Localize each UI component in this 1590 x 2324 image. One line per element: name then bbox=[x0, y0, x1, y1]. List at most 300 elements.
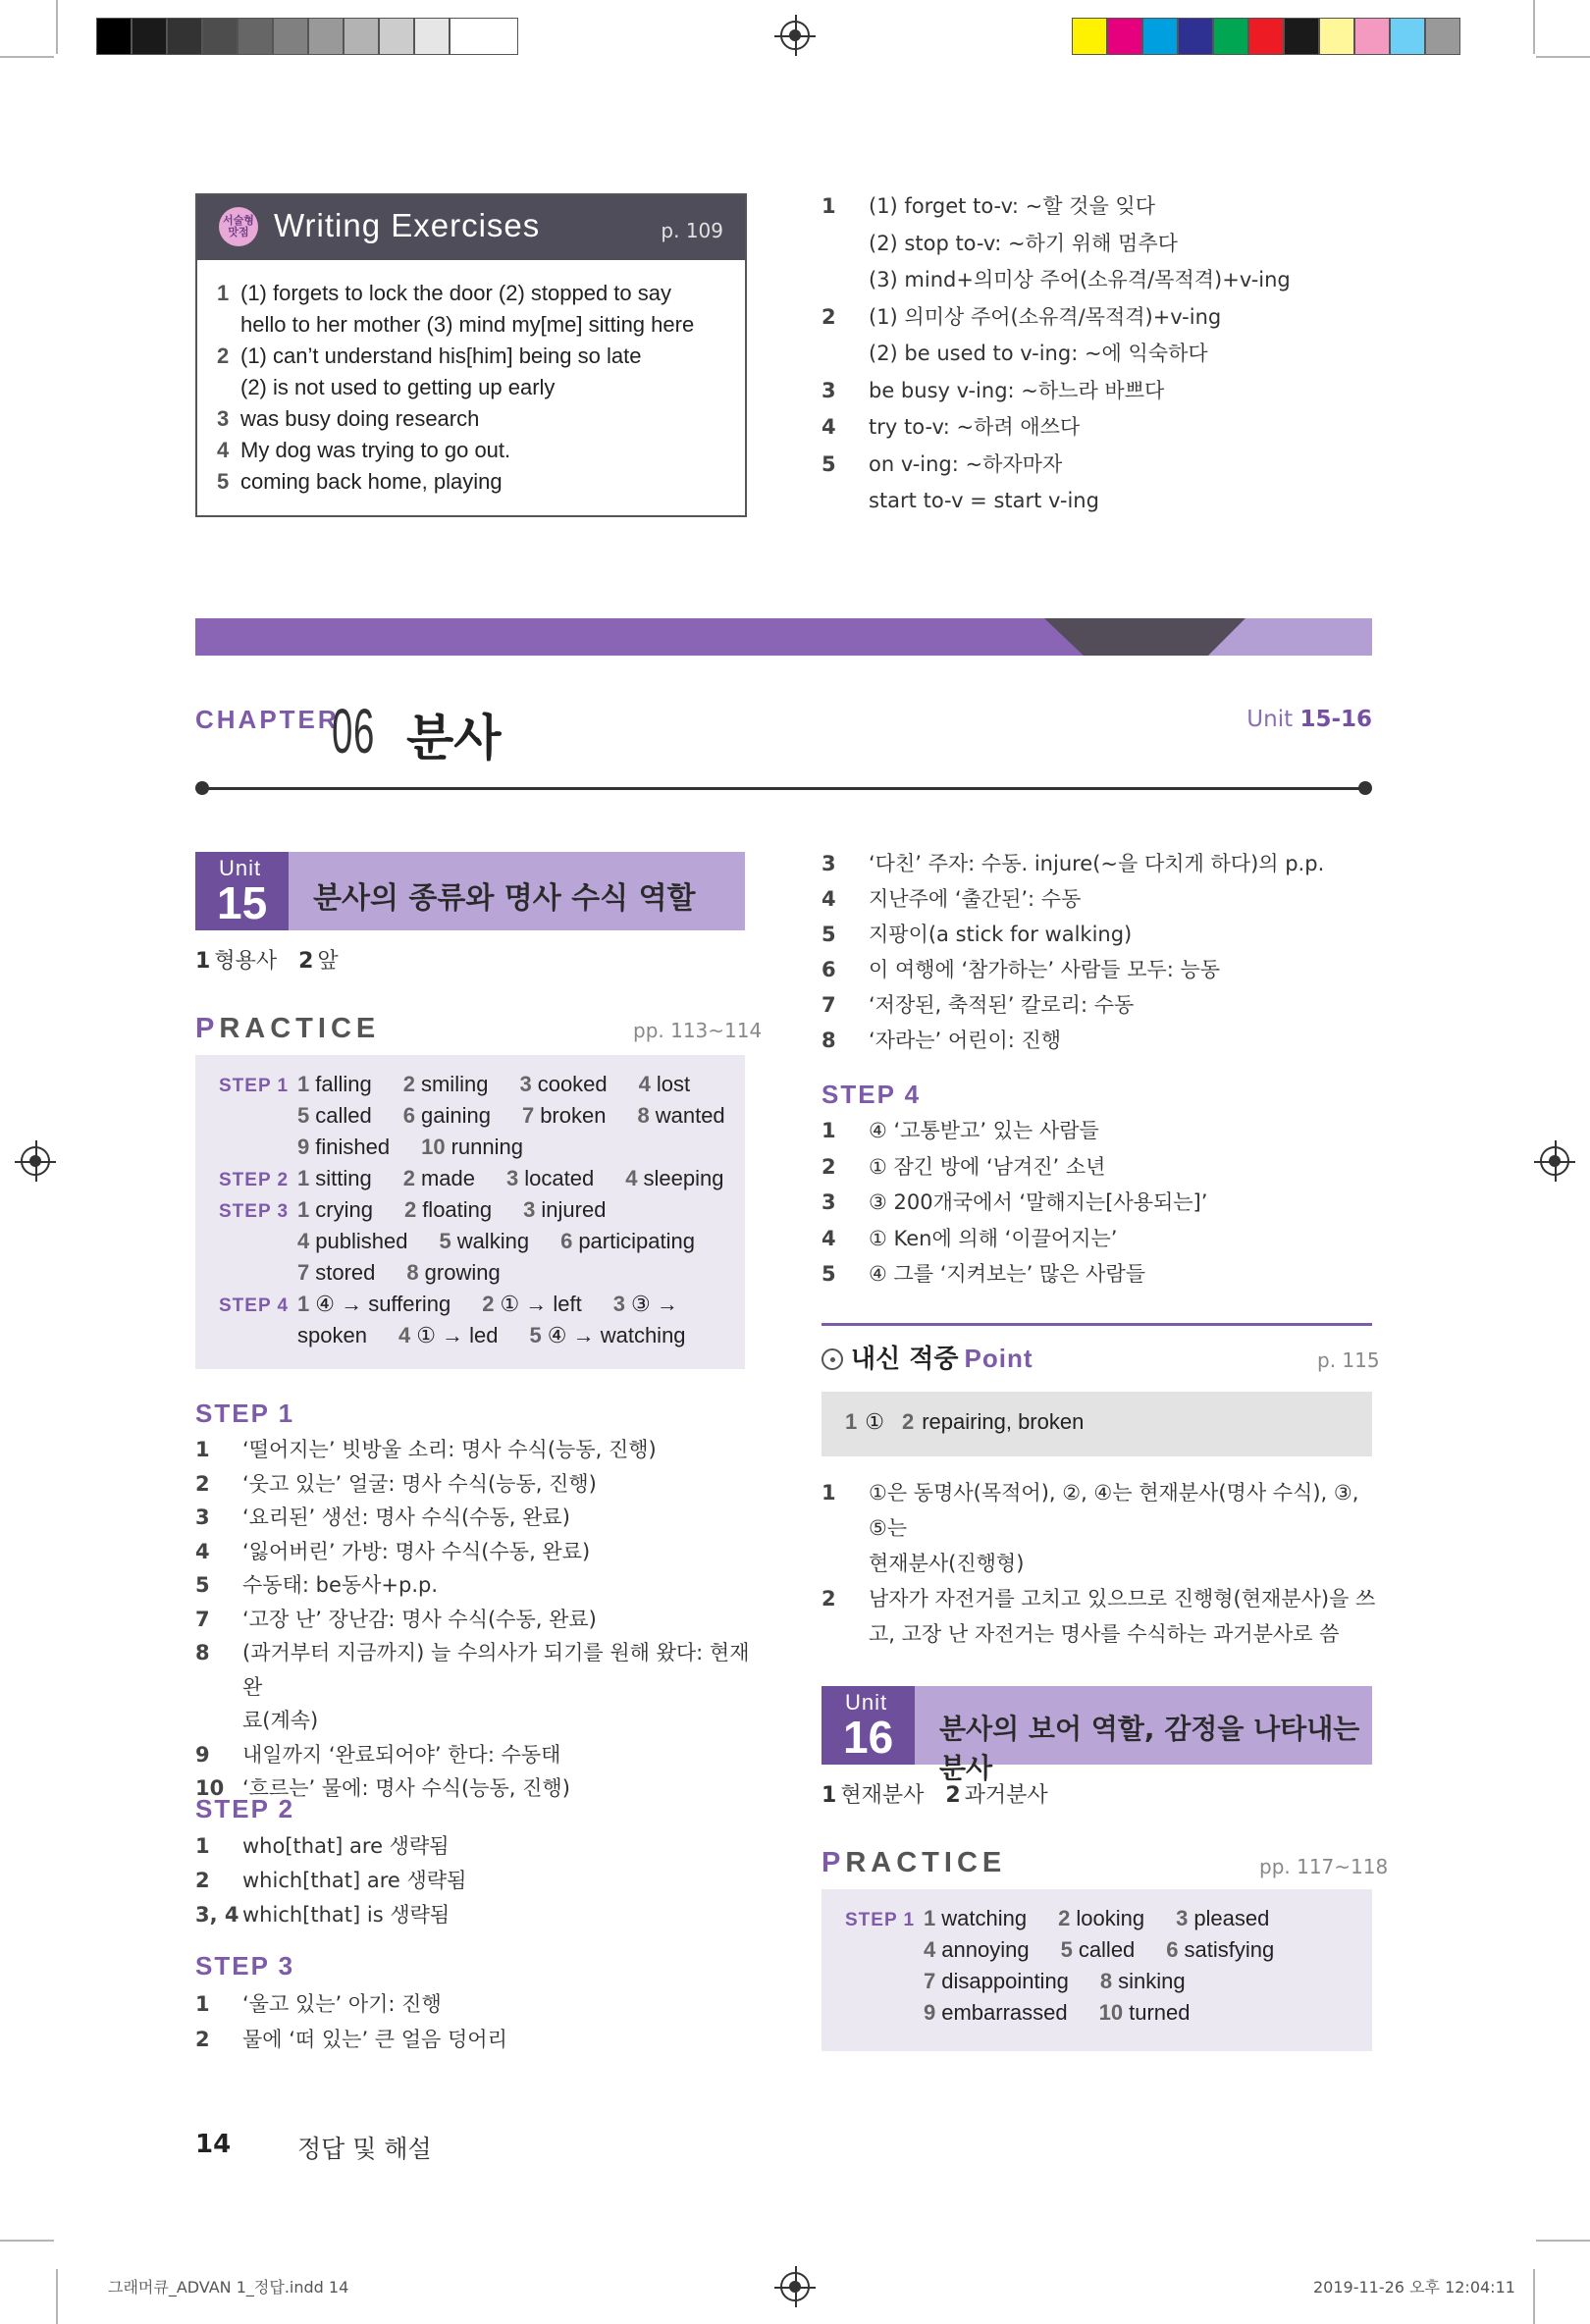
answer-number: 2 bbox=[482, 1292, 495, 1316]
list-item bbox=[822, 1475, 1381, 1546]
item-text: hello to her mother (3) mind my[me] sitting here bbox=[240, 312, 695, 337]
step-2-title: STEP 2 bbox=[195, 1794, 295, 1823]
list-item bbox=[822, 226, 1371, 263]
item-text: (2) stop to-v: ~하기 위해 멈추다 bbox=[869, 231, 1178, 255]
answer-text: located bbox=[524, 1166, 595, 1190]
answer-number: 4 bbox=[625, 1166, 638, 1190]
practice-label: PRACTICE bbox=[195, 1013, 381, 1044]
answer-line bbox=[297, 1069, 757, 1100]
chapter-label: CHAPTER bbox=[195, 705, 340, 734]
answer-text: crying bbox=[315, 1197, 373, 1222]
step-1-title: STEP 1 bbox=[195, 1399, 295, 1428]
list-item bbox=[195, 1738, 755, 1772]
item-number: 6 bbox=[822, 958, 836, 981]
answer-text: ④ → watching bbox=[547, 1323, 686, 1347]
registration-mark-icon bbox=[21, 1146, 50, 1176]
item-number: 2 bbox=[195, 1869, 210, 1892]
writing-exercises-header bbox=[197, 195, 745, 260]
writing-exercises-title: Writing Exercises bbox=[274, 207, 541, 243]
answer-number: 1 bbox=[297, 1197, 310, 1222]
answer-text: ① → left bbox=[500, 1292, 582, 1316]
answer-text: called bbox=[1078, 1937, 1136, 1962]
item-number: 1 bbox=[217, 281, 230, 305]
item-number: 4 bbox=[822, 415, 836, 439]
page-number: 14 bbox=[195, 2130, 232, 2159]
print-timestamp: 2019-11-26 오후 12:04:11 bbox=[1313, 2278, 1515, 2297]
item-text: ① 잠긴 방에 ‘남겨진’ 소년 bbox=[869, 1154, 1106, 1179]
answer bbox=[297, 1260, 391, 1285]
answer-text: stored bbox=[315, 1260, 376, 1285]
answer-text: satisfying bbox=[1184, 1937, 1275, 1962]
list-item bbox=[822, 483, 1371, 520]
item-number: 3, 4 bbox=[195, 1903, 239, 1927]
answer-line bbox=[297, 1289, 717, 1320]
crop-mark bbox=[1533, 0, 1535, 54]
answer-text: ① → led bbox=[416, 1323, 499, 1347]
answer bbox=[403, 1103, 506, 1128]
item-number: 4 bbox=[217, 438, 230, 462]
answer bbox=[522, 1103, 622, 1128]
list-item bbox=[822, 1581, 1381, 1616]
point-answers bbox=[845, 1409, 1101, 1435]
list-item bbox=[822, 846, 1381, 881]
item-number: 5 bbox=[822, 1262, 836, 1286]
answer bbox=[1061, 1937, 1151, 1962]
registration-mark-icon bbox=[780, 21, 810, 50]
answer-text: watching bbox=[941, 1906, 1028, 1930]
answer-number: 1 bbox=[924, 1906, 936, 1930]
answer bbox=[625, 1166, 739, 1190]
step-label: STEP 4 bbox=[219, 1295, 290, 1316]
item-text: start to-v = start v-ing bbox=[869, 489, 1099, 512]
registration-mark-icon bbox=[1540, 1146, 1569, 1176]
item-text: ③ 200개국에서 ‘말해지는[사용되는]’ bbox=[869, 1190, 1208, 1214]
list-item bbox=[822, 987, 1381, 1023]
item-text: which[that] is 생략됨 bbox=[242, 1903, 450, 1927]
step-label: STEP 1 bbox=[845, 1910, 916, 1930]
answer bbox=[297, 1292, 466, 1316]
practice-step bbox=[219, 1289, 729, 1351]
list-item bbox=[195, 1568, 755, 1603]
item-text: on v-ing: ~하자마자 bbox=[869, 451, 1063, 476]
answer-text: finished bbox=[315, 1135, 391, 1159]
answer-number: 1 bbox=[297, 1292, 310, 1316]
list-item bbox=[195, 1898, 755, 1932]
answer-text: ④ → suffering bbox=[315, 1292, 451, 1316]
answer-number: 2 bbox=[298, 949, 314, 974]
item-number: 1 bbox=[195, 1438, 210, 1461]
answer-text: 과거분사 bbox=[964, 1783, 1048, 1808]
list-item bbox=[822, 1113, 1381, 1149]
step-answers bbox=[297, 1289, 717, 1351]
item-number: 3 bbox=[822, 852, 836, 875]
answer-text: ① bbox=[865, 1409, 884, 1434]
answer-number: 3 bbox=[523, 1197, 536, 1222]
item-number bbox=[822, 483, 869, 520]
answer-number: 2 bbox=[901, 1409, 915, 1434]
item-number: 5 bbox=[822, 923, 836, 946]
item-number bbox=[822, 226, 869, 263]
list-item bbox=[217, 403, 694, 435]
list-item bbox=[822, 952, 1381, 987]
list-item bbox=[195, 1986, 755, 2022]
answer-number: 10 bbox=[421, 1135, 446, 1159]
answer-number: 5 bbox=[439, 1229, 451, 1253]
page-reference: p. 109 bbox=[661, 219, 723, 242]
answer-number: 7 bbox=[521, 1103, 535, 1128]
item-number: 2 bbox=[217, 343, 230, 368]
practice-step bbox=[219, 1194, 729, 1289]
answer-number: 8 bbox=[1099, 1969, 1113, 1993]
crop-mark bbox=[0, 2240, 54, 2242]
answer bbox=[406, 1260, 515, 1285]
answer-number: 8 bbox=[637, 1103, 650, 1128]
divider-dot bbox=[1358, 781, 1372, 795]
list-item bbox=[822, 299, 1371, 337]
crop-mark bbox=[1533, 2269, 1535, 2324]
answer-text: walking bbox=[456, 1229, 530, 1253]
answer-number: 1 bbox=[845, 1409, 858, 1434]
crop-mark bbox=[56, 0, 58, 54]
list-item bbox=[822, 881, 1381, 917]
answer-number: 1 bbox=[297, 1072, 310, 1096]
item-text: 내일까지 ‘완료되어야’ 한다: 수동태 bbox=[242, 1742, 561, 1767]
item-text: ‘떨어지는’ 빗방울 소리: 명사 수식(능동, 진행) bbox=[242, 1438, 657, 1461]
practice-step bbox=[219, 1069, 729, 1163]
writing-exercises-explanations bbox=[822, 188, 1371, 520]
item-text: 이 여행에 ‘참가하는’ 사람들 모두: 능동 bbox=[869, 958, 1221, 981]
item-text: which[that] are 생략됨 bbox=[242, 1869, 467, 1892]
item-number: 5 bbox=[822, 451, 836, 476]
answer-number: 6 bbox=[402, 1103, 415, 1128]
answer bbox=[845, 1409, 884, 1434]
list-item bbox=[822, 1149, 1381, 1186]
answer bbox=[506, 1166, 610, 1190]
item-text: ‘흐르는’ 물에: 명사 수식(능동, 진행) bbox=[242, 1776, 570, 1800]
item-number: 1 bbox=[822, 1481, 836, 1505]
item-text: was busy doing research bbox=[240, 406, 480, 431]
step-answers bbox=[297, 1194, 726, 1289]
answer bbox=[1176, 1906, 1285, 1930]
crop-mark bbox=[1536, 2240, 1590, 2242]
item-text: (과거부터 지금까지) 늘 수의사가 되기를 원해 왔다: 현재완 bbox=[242, 1641, 750, 1699]
answer-line bbox=[297, 1257, 726, 1289]
item-text: ①은 동명사(목적어), ②, ④는 현재분사(명사 수식), ③, ⑤는 bbox=[869, 1481, 1359, 1540]
item-number bbox=[822, 1616, 869, 1652]
answer bbox=[523, 1197, 621, 1222]
answer-text: published bbox=[315, 1229, 408, 1253]
point-answers-box bbox=[822, 1392, 1372, 1456]
answer-text: called bbox=[315, 1103, 372, 1128]
answer-text: annoying bbox=[941, 1937, 1030, 1962]
answer-text: pleased bbox=[1193, 1906, 1270, 1930]
step-answers bbox=[297, 1069, 757, 1163]
list-item bbox=[217, 466, 694, 498]
list-item bbox=[195, 1467, 755, 1502]
item-number bbox=[195, 1704, 242, 1738]
list-item bbox=[822, 188, 1371, 226]
answer-text: growing bbox=[424, 1260, 501, 1285]
unit-15-answers bbox=[195, 944, 360, 975]
item-number: 9 bbox=[195, 1742, 210, 1767]
list-item bbox=[195, 1636, 755, 1704]
list-item bbox=[822, 262, 1371, 299]
answer-number: 4 bbox=[398, 1323, 411, 1347]
answer bbox=[297, 1197, 389, 1222]
answer bbox=[298, 949, 339, 974]
answer bbox=[439, 1229, 545, 1253]
answer-text: lost bbox=[656, 1072, 691, 1096]
answer-line bbox=[924, 1997, 1305, 2029]
answer bbox=[297, 1323, 383, 1347]
list-item bbox=[195, 1535, 755, 1569]
item-number: 3 bbox=[822, 378, 836, 402]
item-text: 지팡이(a stick for walking) bbox=[869, 923, 1133, 946]
list-item bbox=[822, 1221, 1381, 1257]
list-item bbox=[195, 1829, 755, 1864]
answer-line bbox=[297, 1100, 757, 1132]
answer-number: 4 bbox=[924, 1937, 936, 1962]
item-text: 지난주에 ‘출간된’: 수동 bbox=[869, 887, 1082, 911]
list-item bbox=[217, 435, 694, 466]
answer-text: falling bbox=[315, 1072, 372, 1096]
unit-16-header bbox=[822, 1686, 1372, 1784]
list-item bbox=[195, 1433, 755, 1467]
answer-line bbox=[924, 1934, 1305, 1966]
answer bbox=[403, 1166, 491, 1190]
answer-number: 10 bbox=[1098, 2000, 1124, 2025]
item-number: 3 bbox=[217, 406, 230, 431]
answer-number: 2 bbox=[1058, 1906, 1071, 1930]
item-number: 5 bbox=[217, 469, 230, 494]
answer-number: 6 bbox=[1166, 1937, 1179, 1962]
item-number: 8 bbox=[195, 1641, 210, 1664]
answer bbox=[404, 1197, 507, 1222]
practice-pages: pp. 113~114 bbox=[633, 1019, 763, 1042]
answer bbox=[1100, 1969, 1201, 1993]
writing-exercises-box bbox=[195, 193, 747, 517]
list-item bbox=[217, 341, 694, 372]
answer-text: running bbox=[450, 1135, 523, 1159]
item-number: 1 bbox=[822, 1119, 836, 1142]
item-text: 수동태: be동사+p.p. bbox=[242, 1573, 439, 1597]
item-text: ‘요리된’ 생선: 명사 수식(수동, 완료) bbox=[242, 1505, 570, 1529]
unit-tag: Unit 16 bbox=[822, 1686, 915, 1765]
answer-text: floating bbox=[422, 1197, 493, 1222]
item-text: ‘울고 있는’ 아기: 진행 bbox=[242, 1992, 442, 2016]
answer-number: 7 bbox=[297, 1260, 310, 1285]
item-text: who[that] are 생략됨 bbox=[242, 1834, 450, 1858]
item-text: (1) can’t understand his[him] being so late bbox=[240, 343, 642, 368]
practice-step bbox=[219, 1163, 729, 1194]
answer-number: 5 bbox=[297, 1103, 310, 1128]
answer-text: smiling bbox=[420, 1072, 489, 1096]
unit-range: Unit 15-16 bbox=[1246, 707, 1372, 732]
item-number bbox=[822, 262, 869, 299]
answer-number: 9 bbox=[297, 1135, 310, 1159]
answer-text: repairing, broken bbox=[922, 1409, 1085, 1434]
chapter-title: 분사 bbox=[406, 710, 502, 766]
item-number: 7 bbox=[822, 993, 836, 1017]
answer-text: injured bbox=[541, 1197, 607, 1222]
item-text: (1) forgets to lock the door (2) stopped to say bbox=[240, 281, 672, 305]
point-title: 내신 적중 Point bbox=[822, 1339, 1034, 1375]
unit-title: 분사의 종류와 명사 수식 역할 bbox=[313, 881, 696, 916]
list-item bbox=[822, 373, 1371, 410]
answer bbox=[924, 1906, 1042, 1930]
item-number: 3 bbox=[195, 1505, 210, 1529]
crop-mark bbox=[1536, 56, 1590, 58]
item-number: 10 bbox=[195, 1776, 225, 1800]
answer-text: turned bbox=[1129, 2000, 1191, 2025]
answer bbox=[195, 949, 277, 974]
answer-number: 8 bbox=[406, 1260, 419, 1285]
list-item bbox=[195, 1704, 755, 1738]
answer-text: cooked bbox=[537, 1072, 608, 1096]
list-item bbox=[822, 336, 1371, 373]
answer bbox=[560, 1229, 711, 1253]
item-number: 1 bbox=[195, 1992, 210, 2016]
answer bbox=[945, 1783, 1047, 1808]
answer bbox=[297, 1103, 388, 1128]
item-text: try to-v: ~하려 애쓰다 bbox=[869, 415, 1081, 439]
answer bbox=[403, 1072, 504, 1096]
answer-text: 형용사 bbox=[214, 949, 278, 974]
answer-line bbox=[297, 1226, 726, 1257]
item-text: ④ 그를 ‘지켜보는’ 많은 사람들 bbox=[869, 1262, 1146, 1286]
step-label: STEP 3 bbox=[219, 1201, 290, 1222]
item-number: 4 bbox=[195, 1539, 210, 1563]
answer-number: 9 bbox=[924, 2000, 936, 2025]
answer bbox=[519, 1072, 622, 1096]
step-3-explanations bbox=[195, 1986, 755, 2057]
item-number: 5 bbox=[195, 1573, 210, 1597]
list-item bbox=[822, 1023, 1381, 1058]
unit-15-header bbox=[195, 852, 745, 930]
item-number: 8 bbox=[822, 1029, 836, 1052]
answer bbox=[1058, 1906, 1160, 1930]
answer-number: 2 bbox=[403, 1197, 417, 1222]
item-text: 남자가 자전거를 고치고 있으므로 진행형(현재분사)을 쓰 bbox=[869, 1587, 1376, 1611]
list-item bbox=[217, 309, 694, 341]
answer bbox=[398, 1323, 514, 1347]
answer bbox=[613, 1292, 694, 1316]
item-text: My dog was trying to go out. bbox=[240, 438, 511, 462]
step-1-explanations bbox=[195, 1433, 755, 1806]
answer-text: 현재분사 bbox=[840, 1783, 925, 1808]
list-item bbox=[195, 1603, 755, 1637]
item-number: 1 bbox=[195, 1834, 210, 1858]
answer-line bbox=[297, 1163, 755, 1194]
answer-number: 4 bbox=[638, 1072, 651, 1096]
item-number: 2 bbox=[195, 1471, 210, 1496]
step-label: STEP 2 bbox=[219, 1170, 290, 1190]
item-number: 4 bbox=[822, 1226, 836, 1250]
answer bbox=[1166, 1937, 1290, 1962]
answer-number: 5 bbox=[529, 1323, 542, 1347]
item-text: 료(계속) bbox=[242, 1709, 319, 1732]
list-item bbox=[217, 372, 694, 403]
answer-text: disappointing bbox=[941, 1969, 1069, 1993]
answer-line bbox=[297, 1132, 757, 1163]
answer-text: ③ → bbox=[630, 1292, 678, 1316]
answer-text: looking bbox=[1076, 1906, 1145, 1930]
unit-title: 분사의 보어 역할, 감정을 나타내는 분사 bbox=[939, 1713, 1360, 1784]
item-number: 2 bbox=[195, 2028, 210, 2051]
item-number bbox=[822, 336, 869, 373]
answer-text: wanted bbox=[655, 1103, 725, 1128]
unit-16-answers bbox=[822, 1778, 1070, 1809]
chapter-number: 06 bbox=[332, 696, 375, 766]
answer bbox=[297, 1229, 423, 1253]
list-item bbox=[822, 1185, 1381, 1221]
point-page: p. 115 bbox=[1317, 1348, 1380, 1372]
answer-line bbox=[924, 1903, 1305, 1934]
answer-line bbox=[297, 1194, 726, 1226]
step-answers bbox=[924, 1903, 1305, 2029]
unit-tag: Unit 15 bbox=[195, 852, 289, 930]
answer bbox=[924, 1969, 1085, 1993]
crop-mark bbox=[56, 2269, 58, 2324]
item-text: 고, 고장 난 자전거는 명사를 수식하는 과거분사로 씀 bbox=[869, 1622, 1340, 1646]
answer-text: embarrassed bbox=[941, 2000, 1068, 2025]
answer-text: made bbox=[420, 1166, 476, 1190]
answer-text: gaining bbox=[420, 1103, 491, 1128]
answer-line bbox=[297, 1320, 717, 1351]
item-text: ‘잃어버린’ 가방: 명사 수식(수동, 완료) bbox=[242, 1539, 591, 1563]
answer bbox=[297, 1072, 388, 1096]
list-item bbox=[822, 447, 1371, 484]
answer bbox=[297, 1166, 388, 1190]
item-number: 4 bbox=[822, 887, 836, 911]
registration-mark-icon bbox=[780, 2272, 810, 2301]
writing-exercises-answers bbox=[217, 278, 694, 498]
step-4-explanations bbox=[822, 1113, 1381, 1293]
answer bbox=[902, 1409, 1084, 1434]
item-text: 물에 ‘떠 있는’ 큰 얼음 덩어리 bbox=[242, 2028, 507, 2051]
answer-number: 3 bbox=[519, 1072, 532, 1096]
answer bbox=[637, 1103, 740, 1128]
divider bbox=[201, 787, 1364, 790]
point-divider bbox=[822, 1323, 1372, 1326]
answer-text: sinking bbox=[1118, 1969, 1186, 1993]
answer bbox=[924, 2000, 1084, 2025]
answer-text: spoken bbox=[297, 1323, 367, 1347]
list-item bbox=[822, 1616, 1381, 1652]
item-number bbox=[822, 1546, 869, 1581]
answer bbox=[421, 1135, 539, 1159]
item-number: 2 bbox=[822, 1154, 836, 1179]
step-3-title: STEP 3 bbox=[195, 1951, 295, 1981]
answer-number: 2 bbox=[945, 1783, 961, 1808]
practice-pages: pp. 117~118 bbox=[1259, 1855, 1389, 1878]
point-explanations bbox=[822, 1475, 1381, 1652]
item-text: ‘다친’ 주자: 수동. injure(~을 다치게 하다)의 p.p. bbox=[869, 852, 1325, 875]
answer-number: 3 bbox=[612, 1292, 625, 1316]
answer bbox=[924, 1937, 1045, 1962]
item-text: ④ ‘고통받고’ 있는 사람들 bbox=[869, 1119, 1099, 1142]
chapter-banner bbox=[195, 618, 1372, 656]
item-number: 2 bbox=[822, 1587, 836, 1611]
item-text: (1) 의미상 주어(소유격/목적격)+v-ing bbox=[869, 304, 1222, 329]
badge-icon: 서술형 맛점 bbox=[219, 207, 258, 246]
list-item bbox=[195, 2022, 755, 2057]
item-text: (2) be used to v-ing: ~에 익숙하다 bbox=[869, 342, 1208, 365]
practice-label: PRACTICE bbox=[822, 1847, 1007, 1878]
list-item bbox=[822, 1256, 1381, 1293]
answer-number: 1 bbox=[297, 1166, 310, 1190]
divider-dot bbox=[195, 781, 209, 795]
